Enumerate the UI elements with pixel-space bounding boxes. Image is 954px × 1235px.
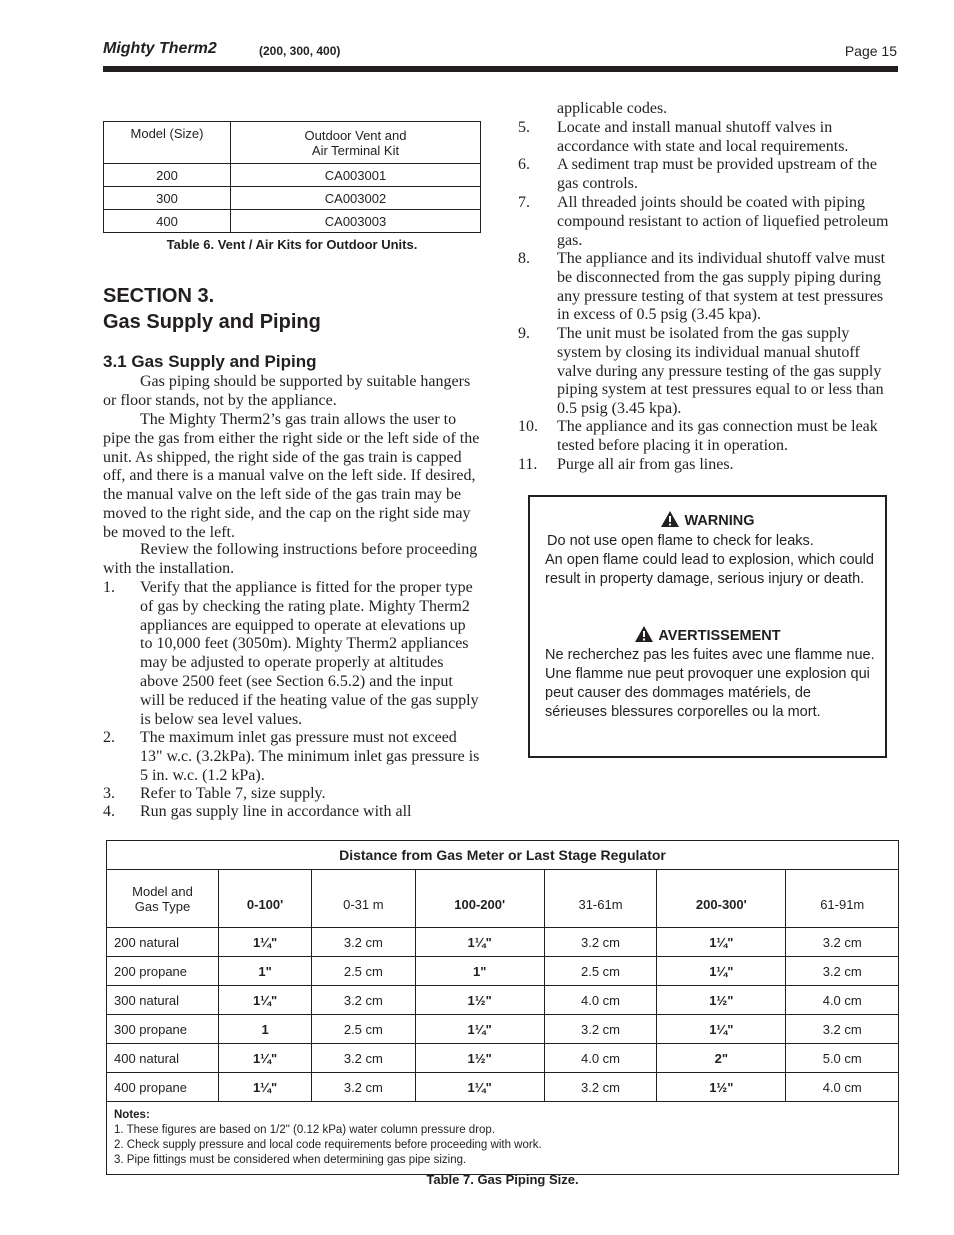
table-row (104, 187, 481, 210)
table-body (107, 928, 899, 1102)
table-cell: 2.5 cm (312, 1015, 415, 1044)
vent-kit-table (103, 121, 481, 233)
table-cell: 1¼" (657, 928, 786, 957)
table-row-label: 300 natural (107, 986, 219, 1015)
list-text: A sediment trap must be provided upstream of the gas controls. (557, 156, 877, 192)
section-title-line: SECTION 3. (103, 285, 215, 307)
list-number: 10. (518, 418, 538, 435)
list-number: 6. (518, 156, 530, 173)
list-text: The appliance and its individual shutoff valve must be disconnected from the gas supply piping during any pressure testing of that system at test pressures in excess of 0.5 psig (3.45 kpa). (557, 250, 886, 324)
table-header-cell: Model (Size) (104, 122, 231, 164)
table-header-cell (231, 122, 481, 164)
table-notes (107, 1102, 899, 1175)
table-cell: 1" (219, 957, 312, 986)
table-cell: 1¼" (219, 1044, 312, 1073)
table-caption: Table 6. Vent / Air Kits for Outdoor Units. (166, 237, 418, 252)
table-header-line: Model and (132, 883, 193, 899)
table-cell: 1¼" (219, 928, 312, 957)
table-cell: 400 (104, 210, 231, 233)
table-row-label: 200 natural (107, 928, 219, 957)
table-cell: 3.2 cm (312, 986, 415, 1015)
table-header-cell: 61-91m (786, 870, 899, 928)
page-number: Page 15 (844, 43, 897, 59)
list-text: Purge all air from gas lines. (557, 456, 734, 473)
warning-box (528, 495, 887, 758)
header-models: (200, 300, 400) (259, 44, 341, 58)
header-rule (103, 66, 898, 72)
table-header-line: Gas Type (134, 898, 191, 914)
list-number: 4. (103, 803, 115, 820)
table-header-cell: 200-300' (657, 870, 786, 928)
table-cell: 1¼" (219, 1073, 312, 1102)
table-cell: 1½" (657, 986, 786, 1015)
table-row (107, 1015, 899, 1044)
list-number: 5. (518, 119, 530, 136)
section-title-line: Gas Supply and Piping (103, 311, 321, 333)
header-brand: Mighty Therm2 (103, 40, 217, 57)
table-cell: 2" (657, 1044, 786, 1073)
table-row (107, 957, 899, 986)
table-cell: 3.2 cm (544, 1073, 656, 1102)
paragraph: The Mighty Therm2’s gas train allows the user to pipe the gas from either the right side or the left side of the unit. As shipped, the right side of the gas train is capped off, and there is a manual valve on the left side. If desired, the manual valve on the left side of the gas train may be moved to the right side, and the cap on the right side may be moved to the left. (103, 411, 480, 541)
table-cell: 1¼" (415, 928, 544, 957)
list-text: The maximum inlet gas pressure must not exceed 13" w.c. (3.2kPa). The minimum inlet gas pressure is 5 in. w.c. (1.2 kPa). (140, 729, 480, 784)
table-cell: 5.0 cm (786, 1044, 899, 1073)
table-row (107, 986, 899, 1015)
table-cell: 1¼" (415, 1073, 544, 1102)
table-cell: 3.2 cm (544, 1015, 656, 1044)
table-cell: CA003001 (231, 164, 481, 187)
note-item: 1. These figures are based on 1/2" (0.12 kPa) water column pressure drop. (114, 1124, 496, 1136)
list-number: 9. (518, 325, 530, 342)
table-header-cell (107, 870, 219, 928)
warning-triangle-icon (660, 510, 680, 528)
table-cell: 4.0 cm (786, 1073, 899, 1102)
table-cell: 1 (219, 1015, 312, 1044)
paragraph: Gas piping should be supported by suitable hangers or floor stands, not by the appliance. (103, 373, 471, 409)
table-header-line: Air Terminal Kit (311, 142, 400, 158)
table-header-cell: 31-61m (544, 870, 656, 928)
warning-heading-fr (530, 625, 885, 646)
table-cell: 3.2 cm (312, 928, 415, 957)
table-cell: 1¼" (219, 986, 312, 1015)
table-header-row (107, 870, 899, 928)
table-header-row (104, 122, 481, 164)
table-cell: 1½" (657, 1073, 786, 1102)
table-cell: 1½" (415, 986, 544, 1015)
table-cell: 3.2 cm (786, 957, 899, 986)
table-cell: 4.0 cm (544, 1044, 656, 1073)
warning-text: Do not use open flame to check for leaks. (547, 533, 814, 549)
note-item: 2. Check supply pressure and local code requirements before proceeding with work. (114, 1139, 542, 1151)
paragraph: Review the following instructions before proceeding with the installation. (103, 541, 478, 577)
table-notes-row (107, 1102, 899, 1175)
table-cell: 4.0 cm (786, 986, 899, 1015)
table-header-cell: 100-200' (415, 870, 544, 928)
table-cell: 1" (415, 957, 544, 986)
section-title (103, 283, 321, 335)
table-row (104, 210, 481, 233)
warning-text-fr: Ne recherchez pas les fuites avec une flamme nue. Une flamme nue peut provoquer une explosion qui peut causer des dommages matériels, de sérieuses blessures corporelles ou la mort. (545, 647, 875, 720)
table-cell: 1¼" (415, 1015, 544, 1044)
table-cell: 2.5 cm (544, 957, 656, 986)
table-cell: 300 (104, 187, 231, 210)
table-header-line: Outdoor Vent and (304, 127, 407, 143)
list-text: All threaded joints should be coated with piping compound resistant to action of liquefied petroleum gas. (557, 194, 889, 249)
list-number: 2. (103, 729, 115, 746)
warning-title: WARNING (684, 513, 755, 529)
table-row (104, 164, 481, 187)
warning-text: An open flame could lead to explosion, which could result in property damage, serious injury or death. (545, 552, 874, 587)
table-row (107, 1044, 899, 1073)
list-number: 1. (103, 579, 115, 596)
list-text: Run gas supply line in accordance with all (140, 803, 412, 820)
note-item: 3. Pipe fittings must be considered when determining gas pipe sizing. (114, 1154, 467, 1166)
table-cell: 1¼" (657, 957, 786, 986)
notes-title: Notes: (114, 1109, 150, 1121)
table-row-label: 200 propane (107, 957, 219, 986)
gas-piping-table (106, 840, 899, 1175)
table-cell: 3.2 cm (312, 1044, 415, 1073)
list-text: Refer to Table 7, size supply. (140, 785, 326, 802)
table-cell: 1½" (415, 1044, 544, 1073)
table-cell: 3.2 cm (786, 928, 899, 957)
table-cell: 1¼" (657, 1015, 786, 1044)
table-cell: CA003003 (231, 210, 481, 233)
table-cell: 3.2 cm (312, 1073, 415, 1102)
table-title-row (107, 841, 899, 870)
table-cell: 3.2 cm (786, 1015, 899, 1044)
table-caption: Table 7. Gas Piping Size. (426, 1172, 579, 1187)
table-row (107, 928, 899, 957)
table-header-cell: 0-31 m (312, 870, 415, 928)
list-text: The unit must be isolated from the gas supply system by closing its individual manual shutoff valve during any pressure testing of the gas supply piping system at test pressures equal to or less than 0.5 psig (3.45 kpa). (557, 325, 884, 418)
table-title: Distance from Gas Meter or Last Stage Regulator (107, 841, 899, 870)
list-text: applicable codes. (557, 100, 668, 117)
table-cell: 3.2 cm (544, 928, 656, 957)
list-number: 3. (103, 785, 115, 802)
table-row-label: 400 natural (107, 1044, 219, 1073)
warning-title-fr: AVERTISSEMENT (658, 628, 781, 644)
table-cell: 4.0 cm (544, 986, 656, 1015)
table-row (107, 1073, 899, 1102)
list-text: Verify that the appliance is fitted for the proper type of gas by checking the rating plate. Mighty Therm2 appliances are equipped to operate at elevations up to 10,000 feet (3050m). Mighty Therm2 appliances may be adjusted to operate properly at altitudes above 2500 feet (see Section 6.5.2) and the input will be reduced if the heating value of the gas supply is below sea level values. (140, 579, 479, 728)
list-text: The appliance and its gas connection must be leak tested before placing it in operation. (557, 418, 878, 454)
warning-heading (530, 510, 885, 531)
table-cell: 200 (104, 164, 231, 187)
list-number: 11. (518, 456, 538, 473)
list-number: 8. (518, 250, 530, 267)
table-row-label: 300 propane (107, 1015, 219, 1044)
list-number: 7. (518, 194, 530, 211)
warning-triangle-icon (634, 625, 654, 643)
table-cell: CA003002 (231, 187, 481, 210)
list-text: Locate and install manual shutoff valves in accordance with state and local requirements. (557, 119, 849, 155)
table-row-label: 400 propane (107, 1073, 219, 1102)
table-header-cell: 0-100' (219, 870, 312, 928)
table-cell: 2.5 cm (312, 957, 415, 986)
subsection-title: 3.1 Gas Supply and Piping (103, 352, 317, 371)
